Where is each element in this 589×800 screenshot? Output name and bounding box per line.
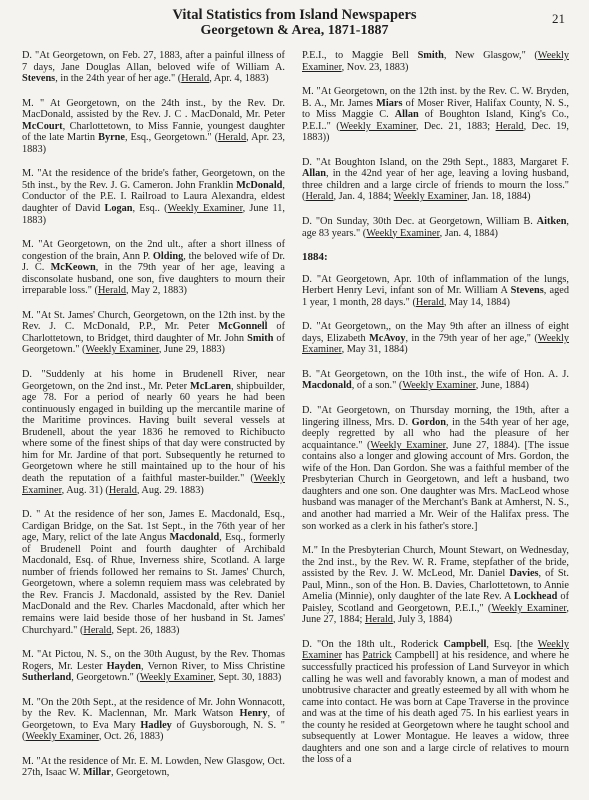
entry-paragraph: M. "At the residence of the bride's father, Georgetown, on the 5th inst., by the Rev. J. G. Cameron. John Franklin McDonald, Conductor of the P.E. I. Railroad to Laura Alexandra, eldest daughter of David Logan, Esq.. (Weekly Examiner, June 11, 1883) xyxy=(22,168,285,226)
entry-paragraph: M. " At Georgetown, on the 24th inst., by the Rev. Dr. MacDonald, assisted by the Rev. J. C . MacDonald, Mr. Peter McCourt, Charlottetown, to Miss Fannie, youngest daughter of the late Martin Byrne, Esq., Georgetown." (Herald, Apr. 23, 1883) xyxy=(22,97,286,155)
entry-paragraph: D. "At Georgetown,, on the May 9th after an illness of eight days, Elizabeth McAvoy, in the 79th year of her age," (Weekly Examiner, May 31, 1884) xyxy=(302,321,569,356)
right-column xyxy=(302,50,569,779)
page-title: Vital Statistics from Island Newspapers xyxy=(172,7,417,23)
entries-1884 xyxy=(302,274,569,766)
entry-paragraph: D. "On the 18th ult., Roderick Campbell, Esq. [the Weekly Examiner has Patrick Campbell] at his residence, and where he successfully practiced his profession of Land Surveyor in which calling he was well and favorably known, a man of modest and unobtrusive character and greatly esteemed by all with whom he came into contact. He was born at Cape Traverse in the province and was at the time of his death aged 75. In his earliest years in the county he resided at Georgetown where he taught school and subsequently at Lower Montague. He leaves a widow, three daughters and one son and a large circle of relatives to mourn the loss of a xyxy=(302,638,570,766)
entry-paragraph: M. "On the 20th Sept., at the residence of Mr. John Wonnacott, by the Rev. K. Maclennan, Mr. Mark Watson Henry, of Georgetown, to Eva Mary Hadley of Guysborough, N. S. " (Weekly Examiner, Oct. 26, 1883) xyxy=(22,696,285,743)
page-number: 21 xyxy=(552,11,565,26)
entry-paragraph: D. "At Georgetown, on Thursday morning, the 19th, after a lingering illness, Mrs. D. Gordon, in the 54th year of her age, deeply regretted by all who had the pleasure of her acquaintance." (Weekly Examiner, June 27, 1884). [The issue contains also a longer and glowing account of Mrs. Gordon, the wife of the Hon. Dan Gordon. She was a faithful member of the Presbyterian Church in Georgetown, and left a husband, two daughters and one son. One daughter was Mrs. MacLeod whose husband was manager of the Merchant's Bank at Amherst, N. S., and another had married a Mr. Weir of the Halifax press. The son worked as a clerk in his father's store.] xyxy=(302,405,569,532)
entry-paragraph: M. "At Pictou, N. S., on the 30th August, by the Rev. Thomas Rogers, Mr. Lester Hayden, Vernon River, to Miss Christine Sutherland, Georgetown." (Weekly Examiner, Sept. 30, 1883) xyxy=(22,649,285,684)
left-column xyxy=(22,50,285,792)
entry-paragraph: P.E.I., to Maggie Bell Smith, New Glasgow," (Weekly Examiner, Nov. 23, 1883) xyxy=(302,50,569,73)
year-heading: 1884: xyxy=(302,251,328,264)
entry-paragraph: M. "At St. James' Church, Georgetown, on the 12th inst. by the Rev. J. C. McDonald, P.P., Mr. Peter McGonnell of Charlottetown, to Bridget, third daughter of Mr. John Smith of Georgetown." (Weekly Examiner, June 29, 1883) xyxy=(22,309,286,356)
entry-paragraph: D. "At Georgetown, on Feb. 27, 1883, after a painful illness of 7 days, Jane Douglas Allan, beloved wife of William A. Stevens, in the 24th year of her age." (Herald, Apr. 4, 1883) xyxy=(22,50,285,85)
entry-paragraph: M. "At Georgetown, on the 12th inst. by the Rev. C. W. Bryden, B. A., Mr. James Miars of Moser River, Halifax County, N. S., to Miss Maggie C. Allan of Boughton Island, King's Co., P.E.I.." (Weekly Examiner, Dec. 21, 1883; Herald, Dec. 19, 1883)) xyxy=(302,86,569,144)
entry-paragraph: B. "At Georgetown, on the 10th inst., the wife of Hon. A. J. Macdonald, of a son." (Weekly Examiner, June, 1884) xyxy=(302,368,569,392)
entry-paragraph: D. " At the residence of her son, James E. Macdonald, Esq., Cardigan Bridge, on the Sat. 1st Sept., in the 76th year of her age, Mary, relict of the late Angus Macdonald, Esq., formerly of Brudenell Point and fourth daughter of Archibald Macdonald, Esq. of Rhue, Inverness shire, Scotland. A large number of friends followed her remains to St. James' Church, Georgetown, where a solemn requiem mass was celebrated by the Rev. Francis J. Macdonald, assisted by the Rev. Daniel MacDonald and the Rev. Charles Macdonald, after which her remains were laid beside those of her husband in St. James' Churchyard." (Herald, Sept. 26, 1883) xyxy=(22,509,285,636)
entry-paragraph: M. "At Georgetown, on the 2nd ult., after a short illness of congestion of the brain, Ann P. Olding, the beloved wife of Dr. J. C. McKeown, in the 79th year of her age, leaving a disconsolate husband, one son, five daughters to mourn their irreparable loss." (Herald, May 2, 1883) xyxy=(22,239,285,297)
entry-paragraph: D. "At Boughton Island, on the 29th Sept., 1883, Margaret F. Allan, in the 42nd year of her age, leaving a loving husband, three children and a large circle of friends to mourn the loss." (Herald, Jan. 4, 1884; Weekly Examiner, Jan. 18, 1884) xyxy=(302,156,569,203)
entry-paragraph: D. "Suddenly at his home in Brudenell River, near Georgetown, on the 2nd inst., Mr. Peter McLaren, shipbuilder, age 78. For a period of nearly 60 years he had been continuously engaged in building up the mercantile marine of the Maritime provinces. Having built several vessels at Brudenell, about the year 1836 he removed to Richibucto where some of the finest ships of that day were constructed by him for Mr. Jardine of that port. Subsequently he returned to Georgetown where he still maintained up to the hour of his death the reputation of a faithful master-builder." (Weekly Examiner, Aug. 31) (Herald, Aug. 29. 1883) xyxy=(22,369,285,496)
page-subtitle: Georgetown & Area, 1871-1887 xyxy=(200,23,389,38)
page-header xyxy=(0,7,589,39)
entry-paragraph: M." In the Presbyterian Church, Mount Stewart, on Wednesday, the 2nd inst., by the Rev. W. R. Frame, stepfather of the bride, assisted by the Rev. J. W. McLeod, Mr. Daniel Davies, of St. Paul, Minn., son of the Hon. B. Davies, Charlottetown, to Annie Amelia (Minnie), only daughter of the late Rev. A Lockhead of Paisley, Scotland and Georgetown, P.E.I.," (Weekly Examiner, June 27, 1884; Herald, July 3, 1884) xyxy=(302,545,569,626)
entry-paragraph: D. "At Georgetown, Apr. 10th of inflammation of the lungs, Herbert Henry Levi, infant son of Mr. William A Stevens, aged 1 year, 1 month, 28 days." (Herald, May 14, 1884) xyxy=(302,273,569,308)
entries-1883-continued xyxy=(302,50,569,239)
entry-paragraph: D. "On Sunday, 30th Dec. at Georgetown, William B. Aitken, age 83 years." (Weekly Examiner, Jan. 4, 1884) xyxy=(302,216,569,239)
entry-paragraph: M. "At the residence of Mr. E. M. Lowden, New Glasgow, Oct. 27th, Isaac W. Millar, Georgetown, xyxy=(22,755,285,779)
